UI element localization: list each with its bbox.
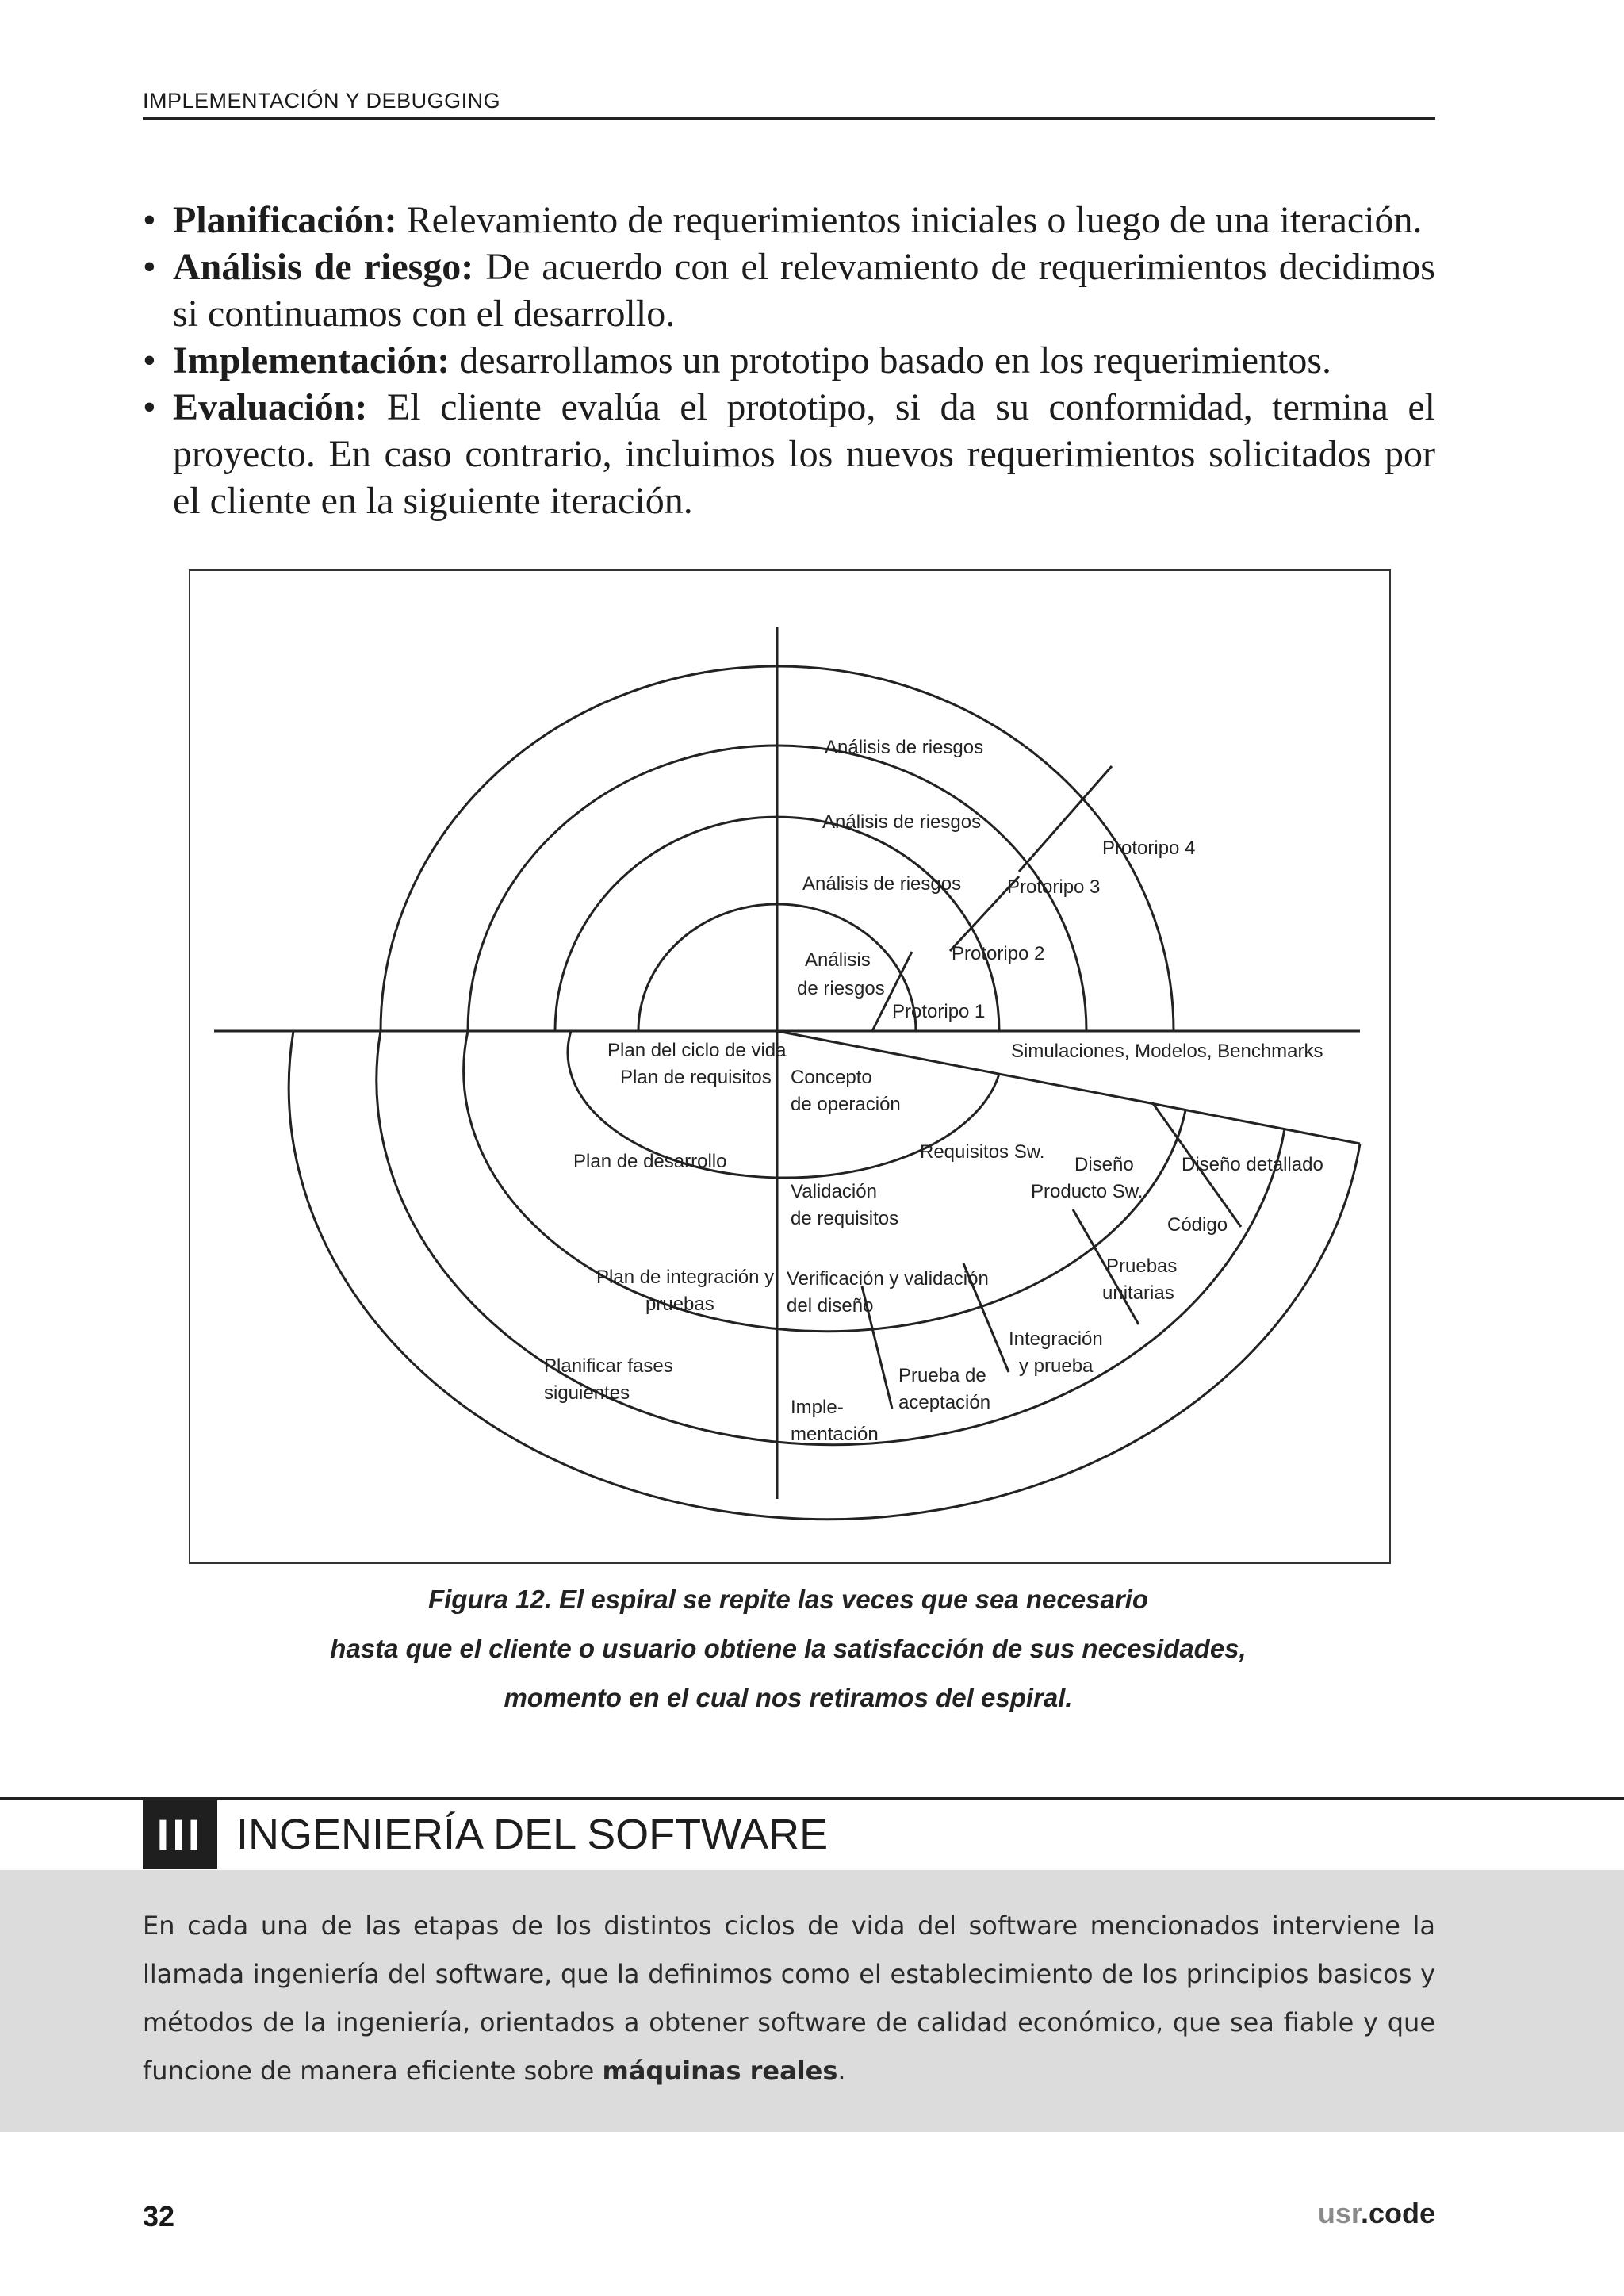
label-proto-2: Protoripo 2 [952, 943, 1045, 964]
label-plan-phases-1: Planificar fases [544, 1355, 673, 1377]
label-concept-2: de operación [791, 1094, 901, 1115]
label-plan-phases-2: siguientes [544, 1382, 630, 1404]
label-risk-4a: Análisis [805, 949, 871, 971]
label-implementation-2: mentación [791, 1424, 879, 1445]
caption-line-2: hasta que el cliente o usuario obtiene la satisfacción de sus necesidades, [330, 1634, 1247, 1663]
label-risk-4b: de riesgos [797, 978, 885, 999]
running-header: IMPLEMENTACIÓN Y DEBUGGING [143, 89, 501, 113]
label-integration-plan-1: Plan de integración y [596, 1267, 775, 1288]
brand-logo [1318, 2197, 1435, 2230]
label-implementation-1: Imple- [791, 1397, 844, 1418]
label-acceptance-2: aceptación [898, 1392, 991, 1413]
label-concept-1: Concepto [791, 1067, 872, 1088]
bullet-item [143, 337, 1435, 384]
label-detailed-design: Diseño detallado [1182, 1154, 1323, 1175]
label-risk-1: Análisis de riesgos [825, 737, 984, 758]
caption-line-1 [189, 1575, 1388, 1624]
label-integration-plan-2: pruebas [645, 1294, 714, 1315]
label-requirements-plan: Plan de requisitos [620, 1067, 772, 1088]
section-marker: III [143, 1800, 217, 1869]
bullet-text: De acuerdo con el relevamiento de requerimientos decidimos si continuamos con el desarrollo. [173, 246, 1435, 335]
spiral-diagram [190, 571, 1389, 1562]
bullet-term: Análisis de riesgo: [173, 246, 474, 288]
label-acceptance-1: Prueba de [898, 1365, 986, 1386]
label-validation-1: Validación [791, 1181, 877, 1202]
label-validation-2: de requisitos [791, 1208, 899, 1229]
label-integration-1: Integración [1009, 1328, 1103, 1350]
figure-label: Figura 12. [427, 1585, 552, 1614]
label-integration-2: y prueba [1019, 1355, 1094, 1377]
section-body [143, 1902, 1435, 2095]
label-verification-2: del diseño [787, 1295, 874, 1317]
page-number: 32 [143, 2200, 175, 2233]
label-unit-tests-1: Pruebas [1106, 1255, 1178, 1277]
bullet-term: Evaluación: [173, 386, 368, 428]
label-proto-3: Protoripo 3 [1007, 876, 1101, 898]
label-simulations: Simulaciones, Modelos, Benchmarks [1011, 1041, 1323, 1062]
bullet-item [143, 197, 1435, 243]
bullet-term: Implementación: [173, 339, 450, 381]
label-code: Código [1167, 1214, 1228, 1236]
section-rule [0, 1797, 1624, 1800]
label-risk-3: Análisis de riesgos [802, 873, 962, 895]
section-title: INGENIERÍA DEL SOFTWARE [236, 1811, 829, 1858]
bullet-text: desarrollamos un prototipo basado en los requerimientos. [450, 339, 1332, 381]
label-life-cycle-plan: Plan del ciclo de vida [607, 1040, 787, 1061]
bullet-term: Planificación: [173, 199, 397, 241]
header-rule [143, 117, 1435, 120]
label-design-1: Diseño [1074, 1154, 1134, 1175]
section-body-bold: máquinas reales [602, 2056, 838, 2086]
figure-caption [189, 1575, 1388, 1723]
bullet-item [143, 384, 1435, 524]
bullet-list [143, 197, 1435, 524]
label-development-plan: Plan de desarrollo [573, 1151, 727, 1172]
label-verification-1: Verificación y validación [787, 1268, 989, 1290]
label-unit-tests-2: unitarias [1102, 1282, 1174, 1304]
label-proto-4: Protoripo 4 [1102, 838, 1196, 859]
bullet-text: Relevamiento de requerimientos iniciales o luego de una iteración. [396, 199, 1423, 241]
label-proto-1: Protoripo 1 [892, 1001, 986, 1022]
caption-text-1: El espiral se repite las veces que sea necesario [551, 1585, 1148, 1614]
bullet-text: El cliente evalúa el prototipo, si da su conformidad, termina el proyecto. En caso contrario, incluimos los nuevos requerimientos solicitados por el cliente en la siguiente iteración. [173, 386, 1435, 522]
label-risk-2: Análisis de riesgos [822, 811, 982, 833]
spiral-figure [189, 569, 1391, 1564]
label-design-2: Producto Sw. [1031, 1181, 1143, 1202]
label-sw-requirements: Requisitos Sw. [920, 1141, 1045, 1163]
brand-light: usr [1317, 2197, 1361, 2229]
caption-line-3: momento en el cual nos retiramos del espiral. [504, 1683, 1073, 1712]
brand-dark: .code [1360, 2197, 1435, 2229]
section-body-end: . [837, 2056, 846, 2086]
section-body-text: En cada una de las etapas de los distintos ciclos de vida del software mencionados interviene la llamada ingeniería del software, que la definimos como el establecimiento de los principios basicos y métodos de la ingeniería, orientados a obtener software de calidad económico, que sea fiable y que funcione de manera eficiente sobre [143, 1911, 1435, 2086]
bullet-item [143, 243, 1435, 337]
